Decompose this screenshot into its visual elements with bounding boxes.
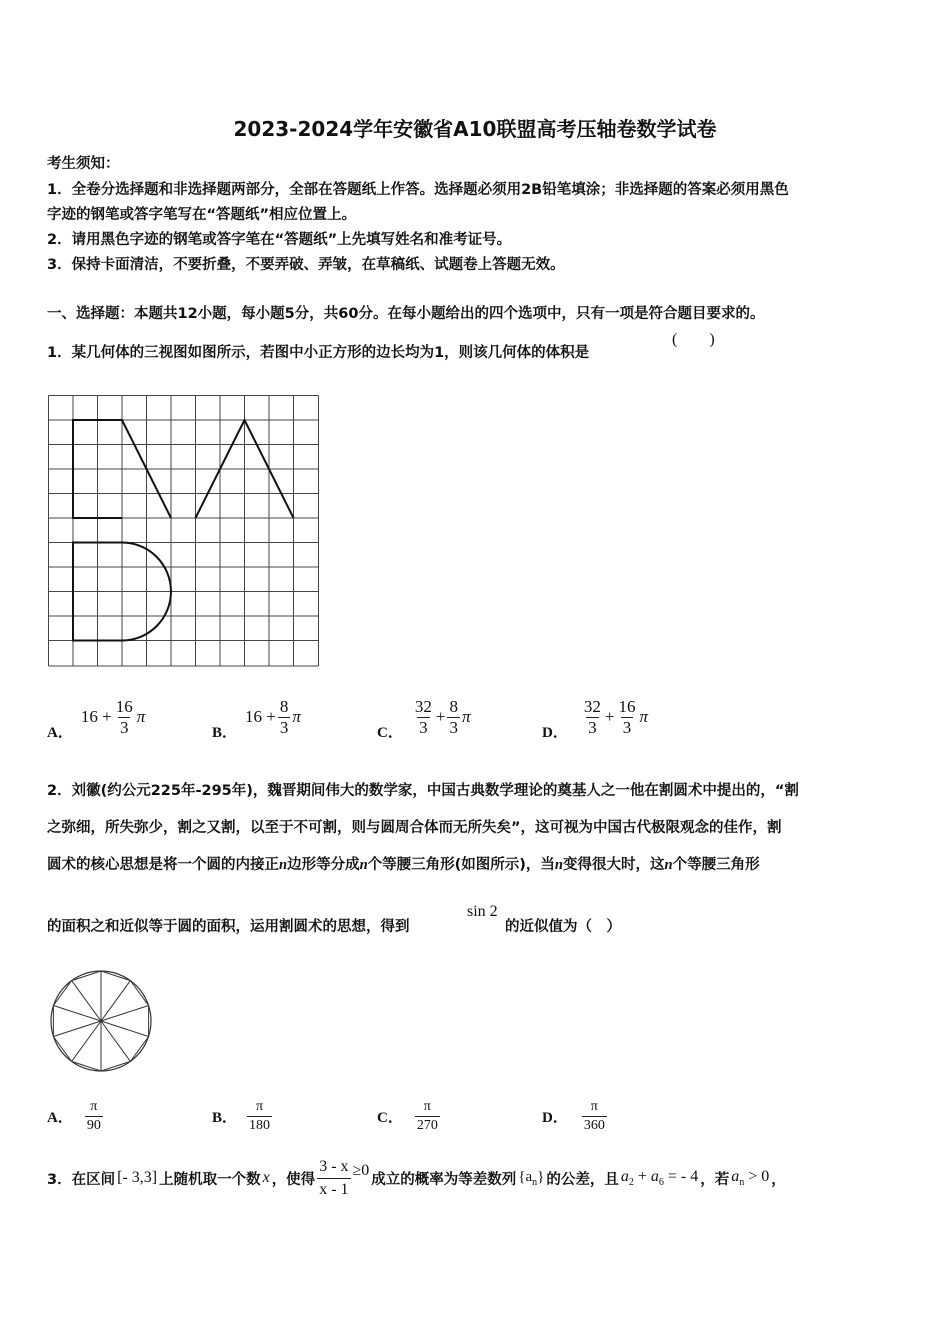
triangle-partition bbox=[53, 971, 148, 1071]
integer-part: 16 + bbox=[80, 707, 112, 726]
notice-title: 考生须知： bbox=[47, 156, 120, 172]
notice-line-3: 3．保持卡面清洁，不要折叠，不要弄破、弄皱，在草稿纸、试题卷上答题无效。 bbox=[47, 257, 565, 273]
sum-expression: $a_2 + a_6$ = - 4 bbox=[620, 1167, 699, 1189]
plus-sign: + bbox=[435, 707, 446, 726]
fraction: $\frac{8}{3}$ bbox=[449, 696, 458, 737]
q2-option-a[interactable] bbox=[47, 1094, 103, 1138]
fraction: $\frac{16}{3}$ bbox=[115, 696, 133, 737]
pi-symbol: π bbox=[136, 707, 146, 726]
inequality-fraction: $\frac{3 - x}{x - 1}$ bbox=[317, 1156, 350, 1201]
pi-symbol: π bbox=[639, 707, 648, 726]
option-label: B． bbox=[212, 725, 238, 741]
grid-lines bbox=[49, 396, 319, 667]
q1-stem: 1．某几何体的三视图如图所示，若图中小正方形的边长均为1，则该几何体的体积是 bbox=[47, 345, 590, 361]
q2-option-d[interactable] bbox=[542, 1094, 607, 1138]
q2-sin2: sin 2 bbox=[467, 903, 498, 920]
fraction: $\frac{\pi}{360}$ bbox=[583, 1098, 605, 1133]
q3-line-1: 3．在区间 [- 3,3] 上随机取一个数 x ，使得 $\frac{3 - x}{x - 1}$ ≥0 成立的概率为等差数列 $\{a_n\}$ 的公差，且 $a_2 + a_6$ = - 4 ，若 $a_n > 0$ ， bbox=[47, 1152, 786, 1204]
option-label: D． bbox=[542, 725, 568, 741]
q1-answer-paren: ( ) bbox=[672, 331, 715, 348]
q2-line-4a: 的面积之和近似等于圆的面积，运用割圆术的思想，得到 bbox=[47, 919, 410, 935]
option-label: C． bbox=[377, 725, 403, 741]
option-expression bbox=[413, 697, 471, 738]
section-heading: 一、选择题：本题共12小题，每小题5分，共60分。在每小题给出的四个选项中，只有一项是符合题目要求的。 bbox=[47, 306, 765, 322]
q2-option-b[interactable] bbox=[212, 1094, 272, 1138]
notice-line-1b: 字迹的钢笔或答字笔写在“答题纸”相应位置上。 bbox=[47, 207, 357, 223]
q2-line-1: 2．刘徽(约公元225年-295年)，魏晋期间伟大的数学家，中国古典数学理论的奠基人之一他在割圆术中提出的，“割 bbox=[47, 783, 799, 799]
q1-option-a[interactable] bbox=[47, 692, 145, 742]
q2-line-3: 圆术的核心思想是将一个圆的内接正n边形等分成n个等腰三角形(如图所示)，当n变得很大时，这n个等腰三角形 bbox=[47, 857, 760, 873]
fraction: $\frac{32}{3}$ bbox=[583, 696, 601, 737]
fraction: $\frac{16}{3}$ bbox=[618, 696, 636, 737]
notice-line-2: 2．请用黑色字迹的钢笔或答字笔在“答题纸”上先填写姓名和准考证号。 bbox=[47, 232, 512, 248]
option-expression bbox=[245, 697, 301, 738]
sequence: $\{a_n\}$ bbox=[518, 1168, 545, 1188]
fraction: $\frac{\pi}{90}$ bbox=[86, 1098, 101, 1133]
pi-symbol: π bbox=[461, 707, 471, 726]
q1-option-d[interactable] bbox=[542, 692, 648, 742]
q1-option-b[interactable] bbox=[212, 692, 301, 742]
positivity-condition: $a_n > 0$ bbox=[731, 1167, 770, 1189]
q2-line-4b: 的近似值为（ ） bbox=[505, 919, 621, 935]
integer-part: 16 + bbox=[245, 707, 276, 726]
option-expression bbox=[582, 697, 648, 738]
pi-symbol: π bbox=[292, 707, 301, 726]
option-expression bbox=[81, 697, 145, 738]
option-label: B． bbox=[212, 1109, 238, 1126]
option-label: A． bbox=[47, 1109, 73, 1126]
fraction: $\frac{\pi}{270}$ bbox=[416, 1098, 438, 1133]
q2-option-c[interactable] bbox=[377, 1094, 440, 1138]
three-view-figure bbox=[48, 395, 320, 668]
plus-sign: + bbox=[604, 707, 615, 726]
fraction: $\frac{32}{3}$ bbox=[414, 696, 432, 737]
page-title: 2023-2024学年安徽省A10联盟高考压轴卷数学试卷 bbox=[233, 117, 717, 141]
notice-line-1a: 1．全卷分选择题和非选择题两部分，全部在答题纸上作答。选择题必须用2B铅笔填涂；非选择题的答案必须用黑色 bbox=[47, 182, 789, 198]
inscribed-polygon-figure bbox=[48, 968, 154, 1074]
q1-option-c[interactable] bbox=[377, 692, 470, 742]
interval: [- 3,3] bbox=[117, 1169, 158, 1186]
q2-line-2: 之弥细，所失弥少，割之又割，以至于不可割，则与圆周合体而无所失矣”，这可视为中国古代极限观念的佳作，割 bbox=[47, 820, 782, 836]
option-label: C． bbox=[377, 1109, 403, 1126]
option-label: A． bbox=[47, 725, 73, 741]
fraction: $\frac{\pi}{180}$ bbox=[249, 1098, 271, 1133]
option-label: D． bbox=[542, 1109, 568, 1126]
fraction: $\frac{8}{3}$ bbox=[279, 696, 289, 737]
